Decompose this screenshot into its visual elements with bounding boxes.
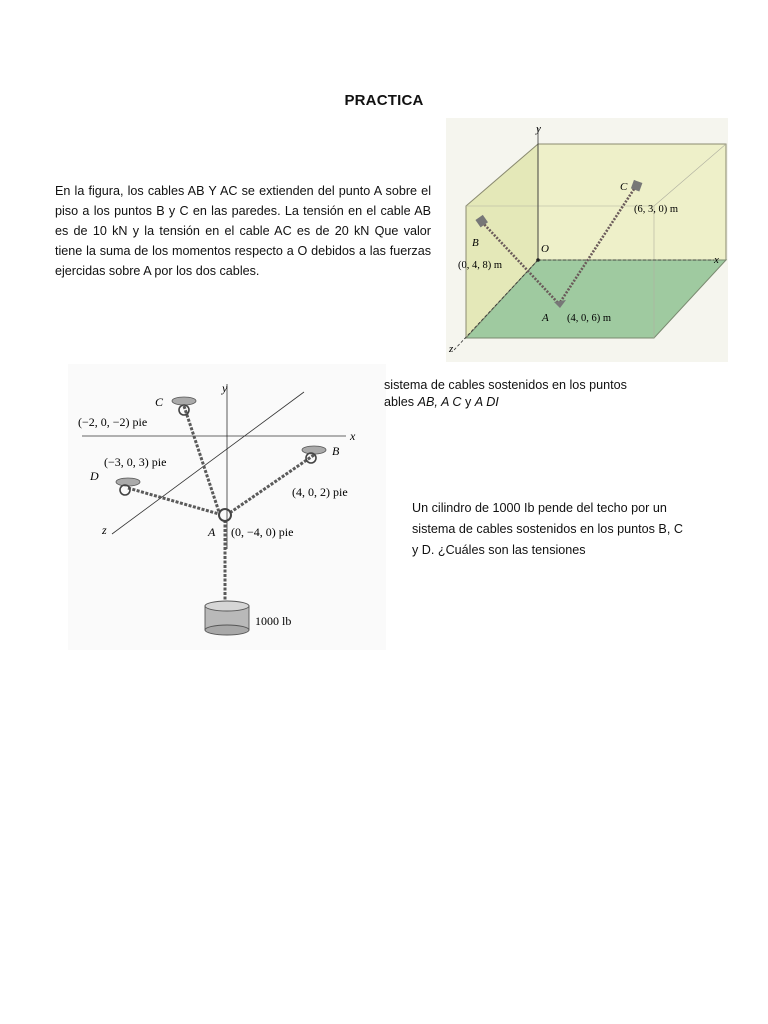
figure-2-diagram (68, 364, 386, 650)
cylinder-bottom (205, 625, 249, 635)
fragment-prefix: ables (384, 395, 418, 409)
origin-label: O (541, 243, 549, 255)
point-a-coords-2: (0, −4, 0) pie (231, 525, 294, 539)
z-axis-label: z (449, 343, 454, 355)
y-axis-2-label: y (222, 381, 228, 395)
y-axis-label: y (536, 123, 541, 135)
cut-off-text-fragment (384, 377, 684, 411)
fragment-mid: y (461, 395, 475, 409)
figure-1-diagram (446, 118, 728, 362)
point-a-label: A (542, 312, 549, 324)
problem-1-text: En la figura, los cables AB Y AC se extienden del punto A sobre el piso a los puntos B y C en las paredes. La tensión en el cable AB es de 10 kN y la tensión en el cable AC es de 20 kN Que valor tiene la suma de los momentos respecto a O debidos a las fuerzas ejercidas sobre A por los dos cables. (55, 184, 431, 278)
point-b-label: B (472, 237, 479, 249)
plate-d (116, 478, 140, 486)
fragment-line-1: sistema de cables sostenidos en los puntos (384, 378, 627, 392)
plate-c (172, 397, 196, 405)
point-c-label-2: C (155, 395, 164, 409)
cylinder-top (205, 601, 249, 611)
z-axis-2-label: z (102, 523, 107, 537)
point-a-coords: (4, 0, 6) m (567, 313, 612, 324)
point-d-label-2: D (90, 469, 99, 483)
point-b-label-2: B (332, 444, 340, 458)
origin-point (536, 258, 540, 262)
fragment-italic-1: AB, A C (417, 395, 462, 409)
fragment-line-2 (384, 394, 684, 411)
problem-2-text: Un cilindro de 1000 Ib pende del techo por un sistema de cables sostenidos en los puntos B, C y D. ¿Cuáles son las tensiones (412, 501, 683, 557)
x-axis-2-label: x (350, 429, 356, 443)
point-b-coords: (0, 4, 8) m (458, 260, 503, 271)
point-d-coords-2: (−3, 0, 3) pie (104, 455, 167, 469)
point-c-coords-2: (−2, 0, −2) pie (78, 415, 148, 429)
point-b-coords-2: (4, 0, 2) pie (292, 485, 348, 499)
plate-b (302, 446, 326, 454)
point-c-coords: (6, 3, 0) m (634, 204, 679, 215)
point-a-label-2: A (208, 525, 216, 539)
point-c-label: C (620, 181, 628, 193)
weight-label: 1000 lb (255, 614, 292, 628)
back-wall (538, 144, 726, 260)
x-axis-label: x (714, 254, 719, 266)
page-title: PRACTICA (344, 92, 424, 109)
fragment-italic-2: A DI (474, 395, 499, 409)
